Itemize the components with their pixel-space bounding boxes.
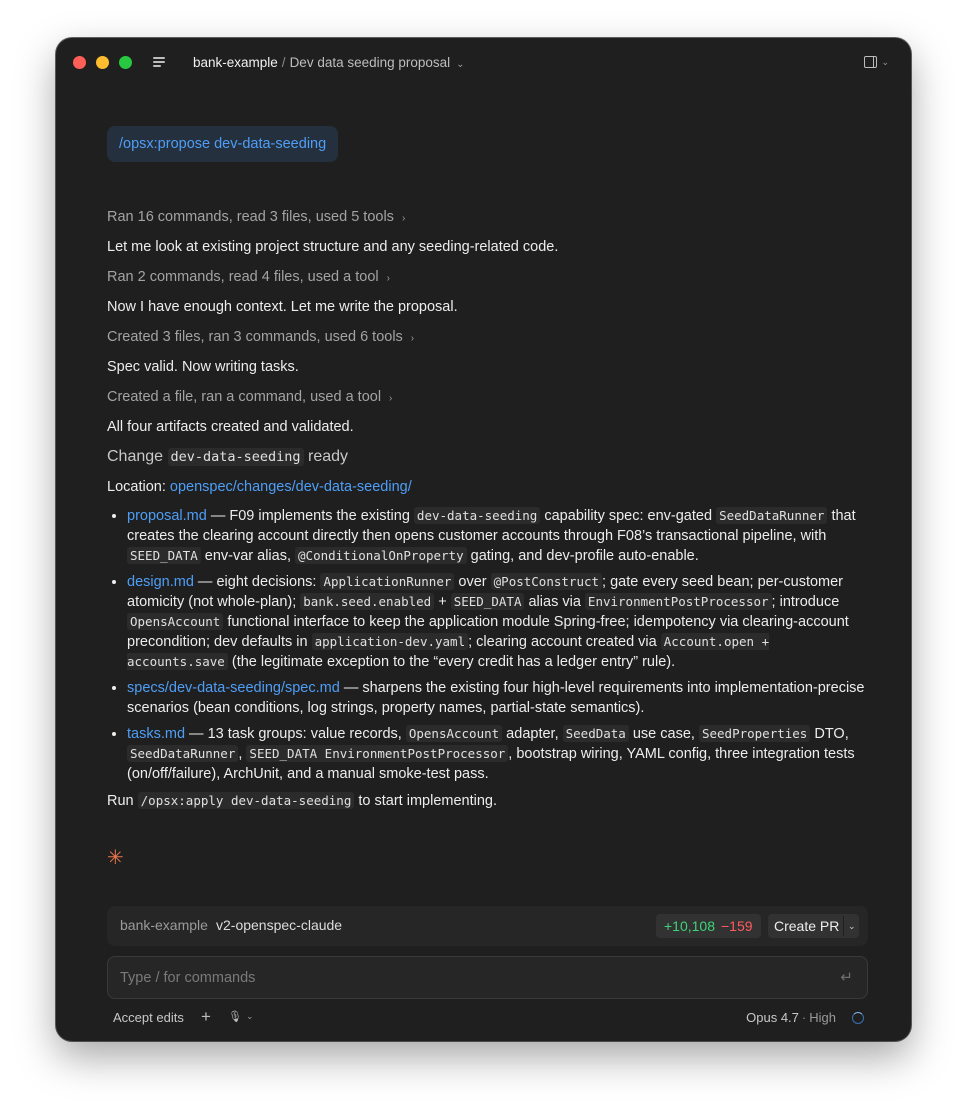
microphone-icon[interactable]: 🎙 <box>228 1011 242 1023</box>
heading-text: ready <box>308 448 349 465</box>
spark-icon: ✳ <box>107 847 124 869</box>
tasks-link[interactable]: tasks.md <box>127 726 186 742</box>
inline-code: /opsx:apply dev-data-seeding <box>138 792 355 809</box>
design-link[interactable]: design.md <box>127 574 194 590</box>
tool-summary-3[interactable] <box>107 322 867 352</box>
tool-summary-2[interactable] <box>107 262 867 292</box>
chevron-right-icon: › <box>401 213 406 224</box>
inline-code: application-dev.yaml <box>312 633 469 650</box>
list-item: • design.md — eight decisions: ApplicationRunner over @PostConstruct ; gate every seed bean; per-customer atomicity (not whole-plan); bank.seed.enabled + SEED_DATA alias via EnvironmentPostProcessor ; introduce OpensAccount functional interface to keep the application module Spring-free; idempotency via clearing-account precondition; dev defaults in application-dev.yaml ; clearing account created via Account.open + accounts.save (the legitimate exception to the “every credit has a ledger entry” rule). <box>127 572 867 672</box>
footer-bar <box>56 1006 911 1032</box>
inline-code: @PostConstruct <box>491 573 602 590</box>
proposal-link[interactable]: proposal.md <box>127 508 207 524</box>
assistant-message: All four artifacts created and validated. <box>107 419 354 435</box>
branch-bar <box>107 906 868 946</box>
list-item: • specs/dev-data-seeding/spec.md — sharpens the existing four high-level requirements into implementation-precise scenarios (bean conditions, log strings, property names, partial-state semantics). <box>127 678 867 718</box>
accept-edits-toggle[interactable]: Accept edits <box>113 1010 184 1025</box>
inline-code: SEED_DATA EnvironmentPostProcessor <box>246 745 508 762</box>
assistant-message: Spec valid. Now writing tasks. <box>107 359 299 375</box>
chevron-right-icon: › <box>410 333 415 344</box>
inline-code: dev-data-seeding <box>414 507 540 524</box>
breadcrumb-separator: / <box>281 55 286 70</box>
artifact-list <box>107 506 867 784</box>
diff-stats[interactable] <box>656 914 761 938</box>
inline-code: SeedDataRunner <box>127 745 238 762</box>
breadcrumb[interactable] <box>193 55 465 70</box>
location-label: Location: <box>107 479 166 495</box>
project-name[interactable]: bank-example <box>193 55 278 70</box>
effort-level: High <box>809 1010 836 1025</box>
list-item: • proposal.md — F09 implements the existing dev-data-seeding capability spec: env-gated SeedDataRunner that creates the clearing account directly then opens customer accounts through F08’s transactional pipeline, with SEED_DATA env-var alias, @ConditionalOnProperty gating, and dev-profile auto-enable. <box>127 506 867 566</box>
inline-code: OpensAccount <box>406 725 502 742</box>
additions-count: +10,108 <box>664 918 715 934</box>
chevron-down-icon: ⌄ <box>881 56 889 67</box>
tool-summary-text: Ran 16 commands, read 3 files, used 5 tools <box>107 209 394 225</box>
inline-code: @ConditionalOnProperty <box>295 547 467 564</box>
app-window <box>56 38 911 1041</box>
inline-code: SeedProperties <box>699 725 810 742</box>
chevron-down-icon[interactable]: ⌄ <box>456 59 465 70</box>
create-pr-button[interactable] <box>768 914 859 938</box>
branch-name[interactable]: v2-openspec-claude <box>216 917 343 933</box>
inline-code: SeedData <box>563 725 629 742</box>
change-heading <box>107 442 867 472</box>
session-title[interactable]: Dev data seeding proposal <box>289 55 451 70</box>
user-prompt-chip: /opsx:propose dev-data-seeding <box>107 126 338 162</box>
tool-summary-4[interactable] <box>107 382 867 412</box>
spec-link[interactable]: specs/dev-data-seeding/spec.md <box>127 680 340 696</box>
maximize-window-button[interactable] <box>119 56 132 69</box>
inline-code: Account.open + accounts.save <box>127 634 770 669</box>
repo-name[interactable]: bank-example <box>120 917 208 933</box>
heading-text: Change <box>107 448 164 465</box>
prompt-input[interactable] <box>118 967 812 989</box>
inline-code: OpensAccount <box>127 613 223 630</box>
location-link[interactable]: openspec/changes/dev-data-seeding/ <box>169 479 412 495</box>
divider <box>843 916 844 936</box>
inline-code: bank.seed.enabled <box>300 593 434 610</box>
title-bar <box>56 38 911 86</box>
model-selector[interactable] <box>746 1010 836 1025</box>
transcript <box>107 126 867 812</box>
chevron-down-icon[interactable]: ⌄ <box>848 921 856 931</box>
close-window-button[interactable] <box>73 56 86 69</box>
assistant-message: Now I have enough context. Let me write the proposal. <box>107 299 458 315</box>
enter-icon[interactable]: ↵ <box>840 969 853 986</box>
toggle-panel-button[interactable] <box>864 56 889 68</box>
deletions-count: −159 <box>721 918 753 934</box>
inline-code: SeedDataRunner <box>716 507 827 524</box>
tool-summary-text: Ran 2 commands, read 4 files, used a tool <box>107 269 379 285</box>
inline-code: EnvironmentPostProcessor <box>585 593 772 610</box>
minimize-window-button[interactable] <box>96 56 109 69</box>
tool-summary-1[interactable] <box>107 202 867 232</box>
menu-icon[interactable] <box>153 57 165 67</box>
sidebar-panel-icon <box>864 56 877 68</box>
chevron-right-icon: › <box>386 273 390 284</box>
inline-code: SEED_DATA <box>127 547 201 564</box>
model-name: Opus 4.7 <box>746 1010 799 1025</box>
change-id: dev-data-seeding <box>168 448 304 466</box>
run-instruction: Run /opsx:apply dev-data-seeding to start implementing. <box>107 793 498 809</box>
tool-summary-text: Created 3 files, ran 3 commands, used 6 tools <box>107 329 403 345</box>
assistant-message: Let me look at existing project structure and any seeding-related code. <box>107 239 559 255</box>
location-line <box>107 472 867 502</box>
prompt-input-box[interactable] <box>107 956 868 999</box>
inline-code: SEED_DATA <box>451 593 525 610</box>
inline-code: ApplicationRunner <box>320 573 454 590</box>
model-separator: · <box>801 1010 807 1025</box>
chevron-down-icon[interactable]: ⌄ <box>246 1011 254 1021</box>
plus-icon[interactable]: + <box>201 1007 211 1026</box>
progress-spinner-icon <box>852 1012 864 1024</box>
create-pr-label: Create PR <box>774 918 840 934</box>
list-item: • tasks.md — 13 task groups: value records, OpensAccount adapter, SeedData use case, SeedProperties DTO, SeedDataRunner , SEED_DATA EnvironmentPostProcessor , bootstrap wiring, YAML config, three integration tests (on/off/failure), ArchUnit, and a manual smoke-test pass. <box>127 724 867 784</box>
chevron-right-icon: › <box>389 393 393 404</box>
tool-summary-text: Created a file, ran a command, used a tool <box>107 389 382 405</box>
